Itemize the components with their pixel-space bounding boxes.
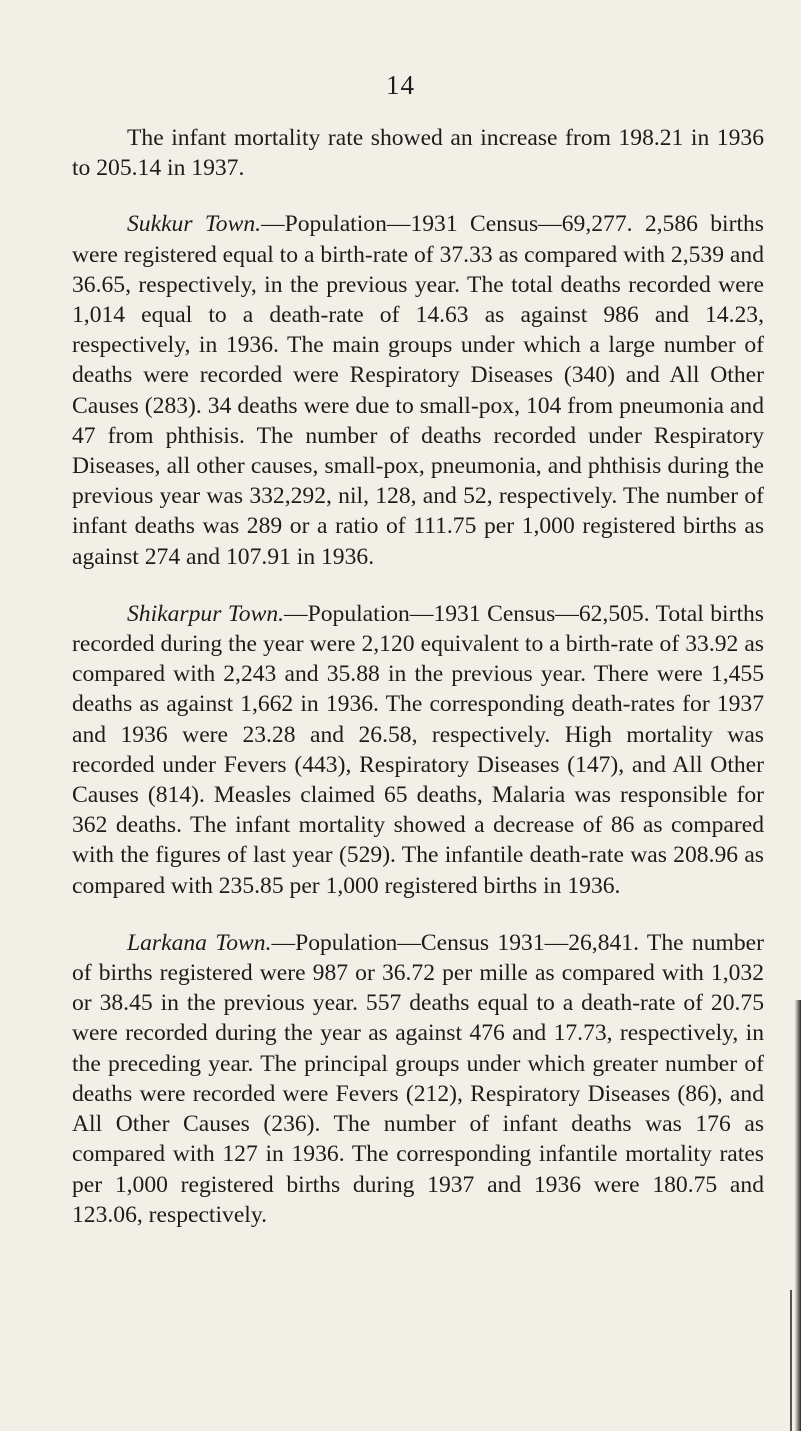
page-edge-shadow xyxy=(795,1000,801,1431)
paragraph-text: —Population—Census 1931—26,841. The number of births registered were 987 or 36.72 per mille as compared with 1,032 or 38.45 in the previous year. 557 deaths equal to a death-rate of 20.75 were recorded during the year as against 476 and 17.73, respectively, in the preceding year. The principal groups under which greater number of deaths were recorded were Fevers (212), Respiratory Diseases (86), and All Other Causes (236). The number of infant deaths was 176 as compared with 127 in 1936. The corresponding infantile mortality rates per 1,000 registered births during 1937 and 1936 were 180.75 and 123.06, respectively. xyxy=(72,929,765,1228)
paragraph-shikarpur xyxy=(72,599,764,901)
page-edge-line xyxy=(790,1290,792,1431)
paragraph-infant-mortality xyxy=(72,123,764,183)
page-number: 14 xyxy=(386,70,415,100)
place-heading-larkana: Larkana Town. xyxy=(127,929,272,956)
paragraph-text: —Population—1931 Census—69,277. 2,586 births were registered equal to a birth-rate of 37.33 as compared with 2,539 and 36.65, respectively, in the previous year. The total deaths recorded were 1,014 equal to a death-rate of 14.63 as against 986 and 14.23, respectively, in 1936. The main groups under which a large number of deaths were recorded were Respiratory Diseases (340) and All Other Causes (283). 34 deaths were due to small-pox, 104 from pneumonia and 47 from phthisis. The number of deaths recorded under Respiratory Diseases, all other causes, small-pox, pneumonia, and phthisis during the previous year was 332,292, nil, 128, and 52, respectively. The number of infant deaths was 289 or a ratio of 111.75 per 1,000 registered births as against 274 and 107.91 in 1936. xyxy=(72,211,764,570)
paragraph-sukkur xyxy=(72,209,764,571)
paragraph-text: The infant mortality rate showed an increase from 198.21 in 1936 to 205.14 in 1937. xyxy=(72,125,764,182)
paragraph-larkana xyxy=(72,928,764,1230)
place-heading-shikarpur: Shikarpur Town. xyxy=(127,600,285,627)
paragraph-text: —Population—1931 Census—62,505. Total births recorded during the year were 2,120 equivalent to a birth-rate of 33.92 as compared with 2,243 and 35.88 in the previous year. There were 1,455 deaths as against 1,662 in 1936. The corresponding death-rates for 1937 and 1936 were 23.28 and 26.58, respectively. High mortality was recorded under Fevers (443), Respiratory Diseases (147), and All Other Causes (814). Measles claimed 65 deaths, Malaria was responsible for 362 deaths. The infant mortality showed a decrease of 86 as compared with the figures of last year (529). The infantile death-rate was 208.96 as compared with 235.85 per 1,000 registered births in 1936. xyxy=(72,600,764,899)
body-text xyxy=(72,123,764,1257)
place-heading-sukkur: Sukkur Town. xyxy=(127,211,262,238)
